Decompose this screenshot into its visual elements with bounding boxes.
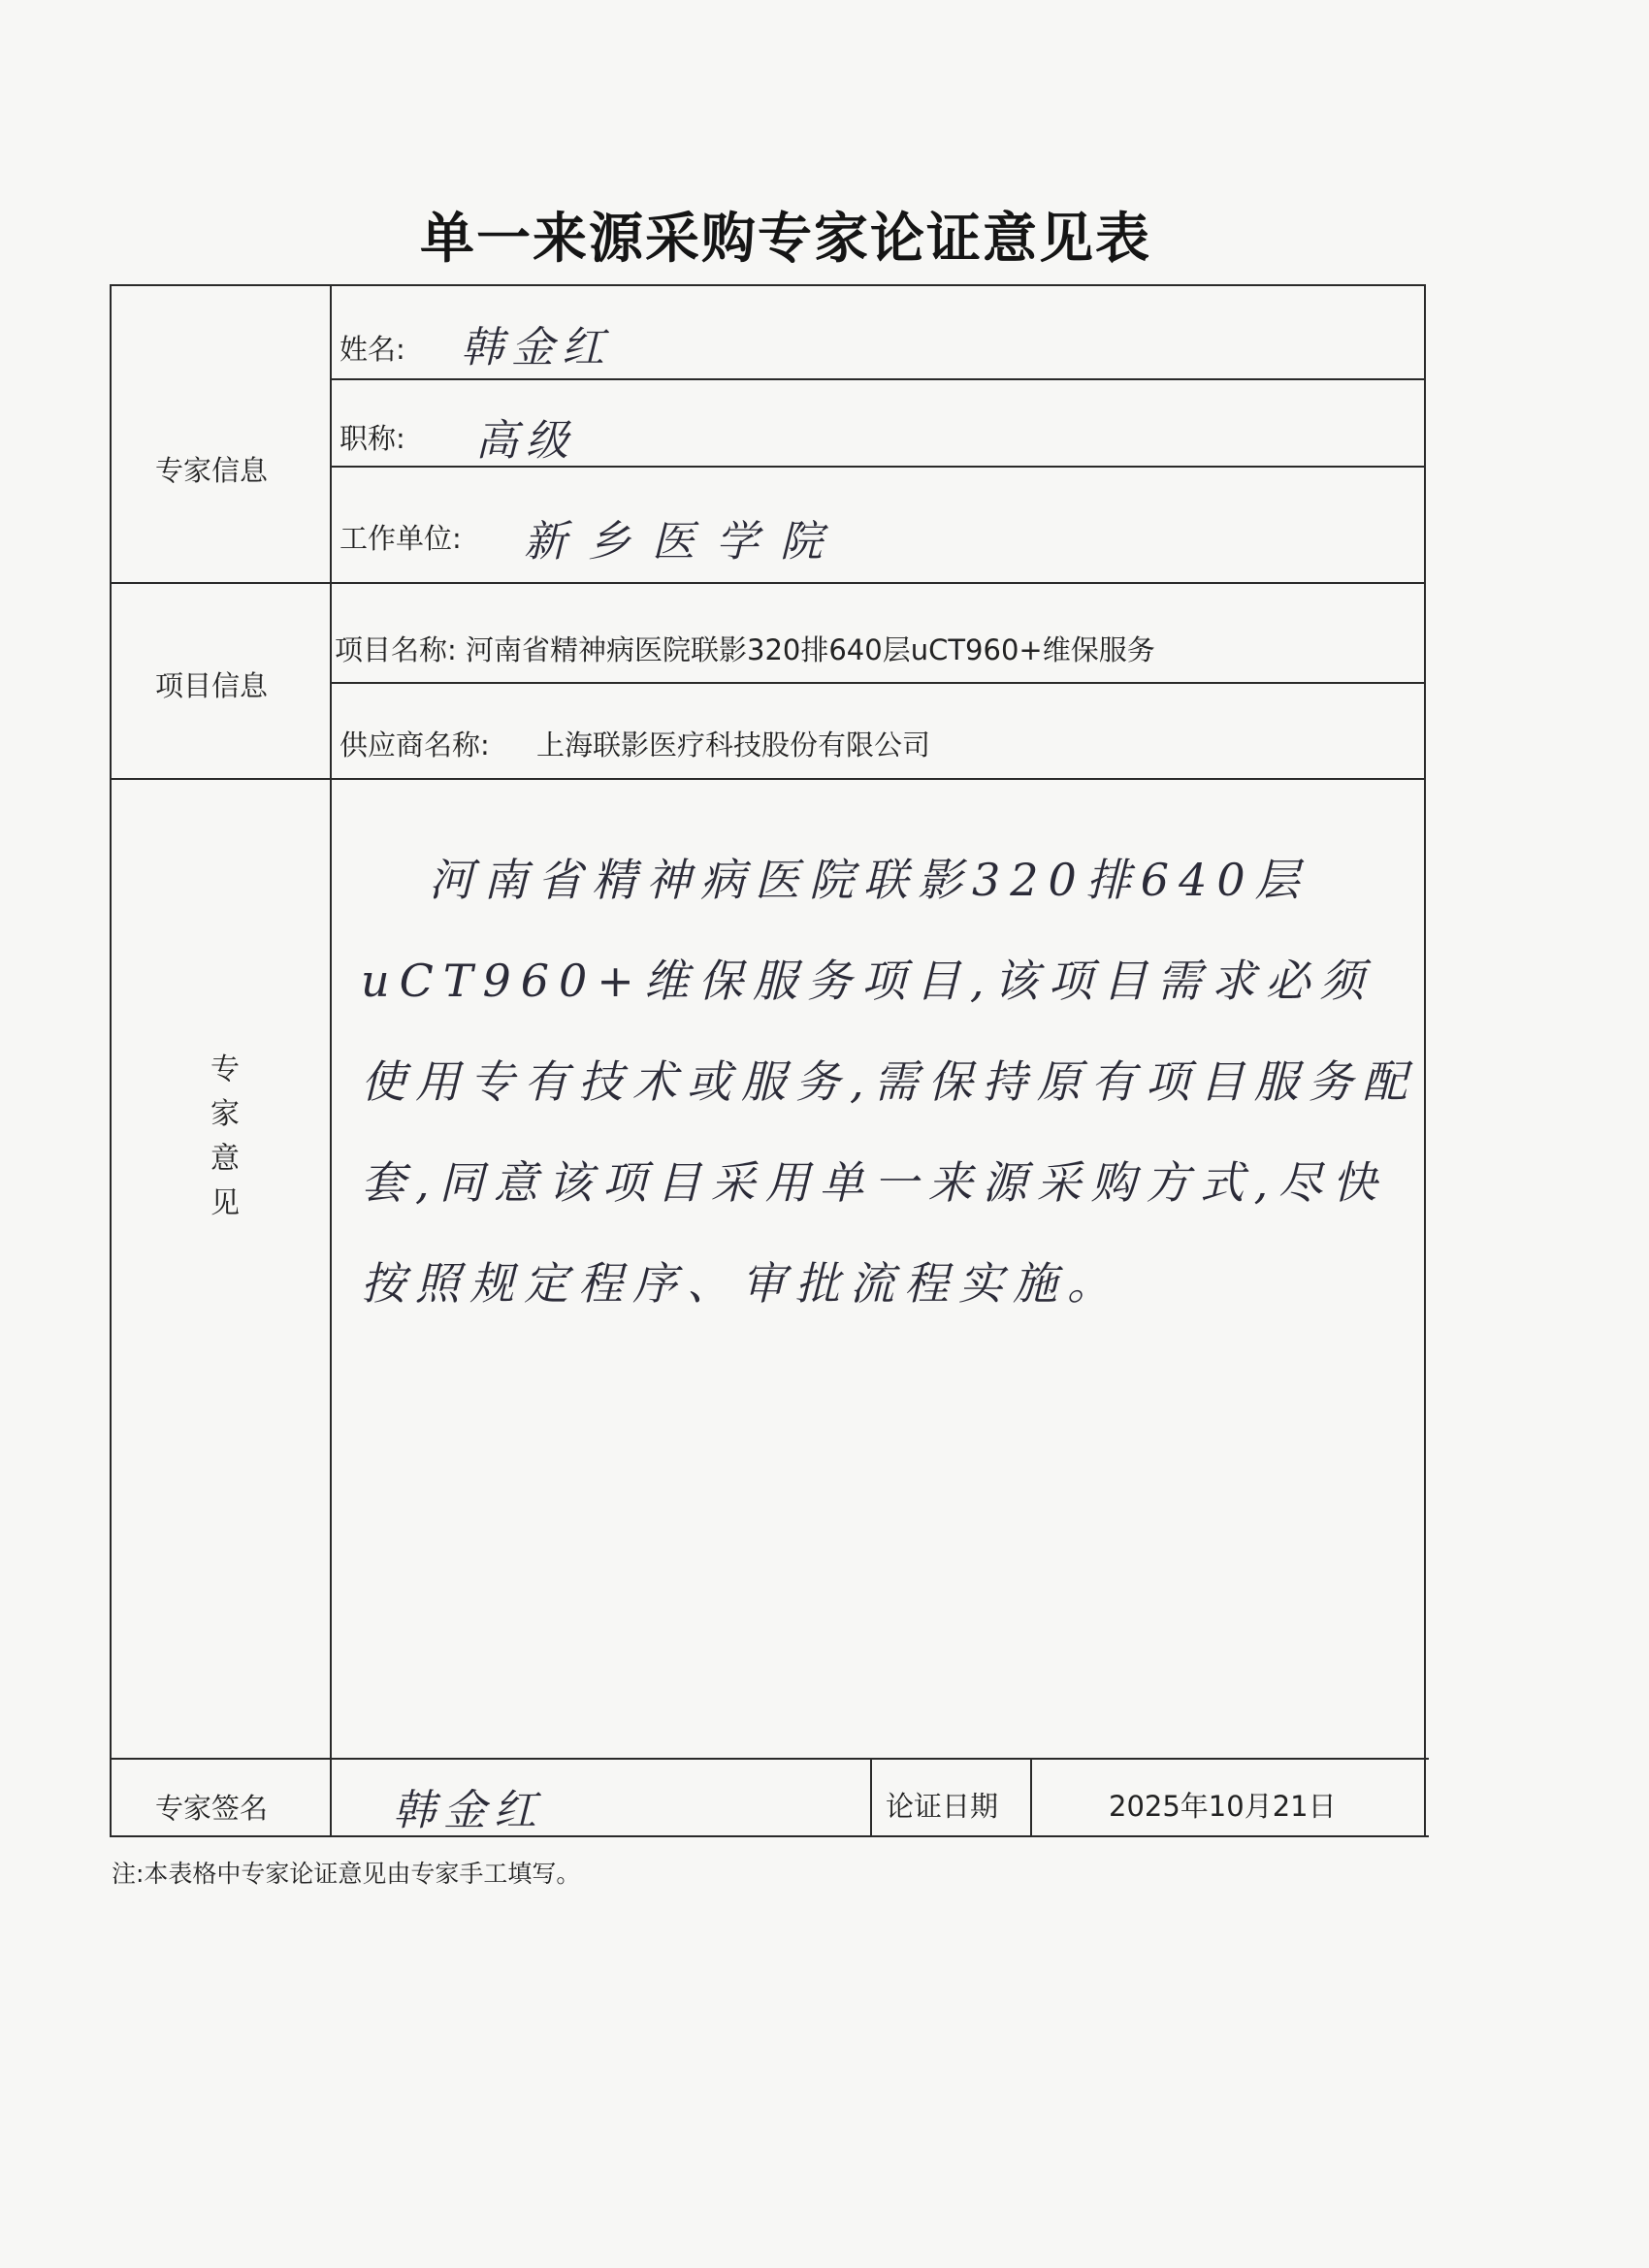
organization-label: 工作单位: xyxy=(340,522,462,555)
project-name-label: 项目名称: xyxy=(335,633,457,666)
expert-opinion-handwritten-text: 河南省精神病医院联影320排640层uCT960+维保服务项目,该项目需求必须使用专有技术或服务,需保持原有项目服务配套,同意该项目采用单一来源采购方式,尽快按照规定程序、审批流程实施。 xyxy=(361,854,1417,1310)
date-label: 论证日期 xyxy=(886,1790,999,1823)
name-label: 姓名: xyxy=(340,333,405,366)
opinion-label-char: 意 xyxy=(210,1142,240,1176)
expert-info-section-label: 专家信息 xyxy=(155,454,269,487)
row-divider-expert xyxy=(110,582,1426,584)
opinion-label-char: 见 xyxy=(210,1186,240,1220)
label-column-divider xyxy=(330,284,332,1837)
row-divider-opinion xyxy=(110,1758,1429,1760)
opinion-label-char: 家 xyxy=(210,1097,240,1131)
row-divider-project xyxy=(110,778,1426,780)
table-border-top xyxy=(110,284,1426,286)
organization-handwritten-value: 新乡医学院 xyxy=(524,517,844,567)
date-label-right-divider xyxy=(1030,1758,1032,1837)
expert-signature: 韩金红 xyxy=(393,1786,544,1835)
signature-label: 专家签名 xyxy=(155,1792,269,1825)
form-title: 单一来源采购专家论证意见表 xyxy=(420,208,1151,271)
job-title-label: 职称: xyxy=(340,422,405,455)
date-label-left-divider xyxy=(870,1758,872,1837)
job-title-handwritten-value: 高级 xyxy=(475,416,576,466)
date-value: 2025年10月21日 xyxy=(1109,1790,1337,1823)
name-handwritten-value: 韩金红 xyxy=(461,323,612,373)
opinion-section-label xyxy=(206,1048,244,1226)
form-footnote: 注:本表格中专家论证意见由专家手工填写。 xyxy=(112,1860,581,1888)
table-border-left xyxy=(110,284,112,1837)
opinion-label-char: 专 xyxy=(210,1053,240,1086)
row-divider-project-name xyxy=(330,682,1426,684)
row-divider-name xyxy=(330,378,1426,380)
supplier-name-label: 供应商名称: xyxy=(340,729,490,761)
table-border-bottom xyxy=(110,1835,1429,1837)
project-info-section-label: 项目信息 xyxy=(155,669,269,702)
project-name-value: 河南省精神病医院联影320排640层uCT960+维保服务 xyxy=(466,633,1155,666)
supplier-name-value: 上海联影医疗科技股份有限公司 xyxy=(536,729,931,761)
